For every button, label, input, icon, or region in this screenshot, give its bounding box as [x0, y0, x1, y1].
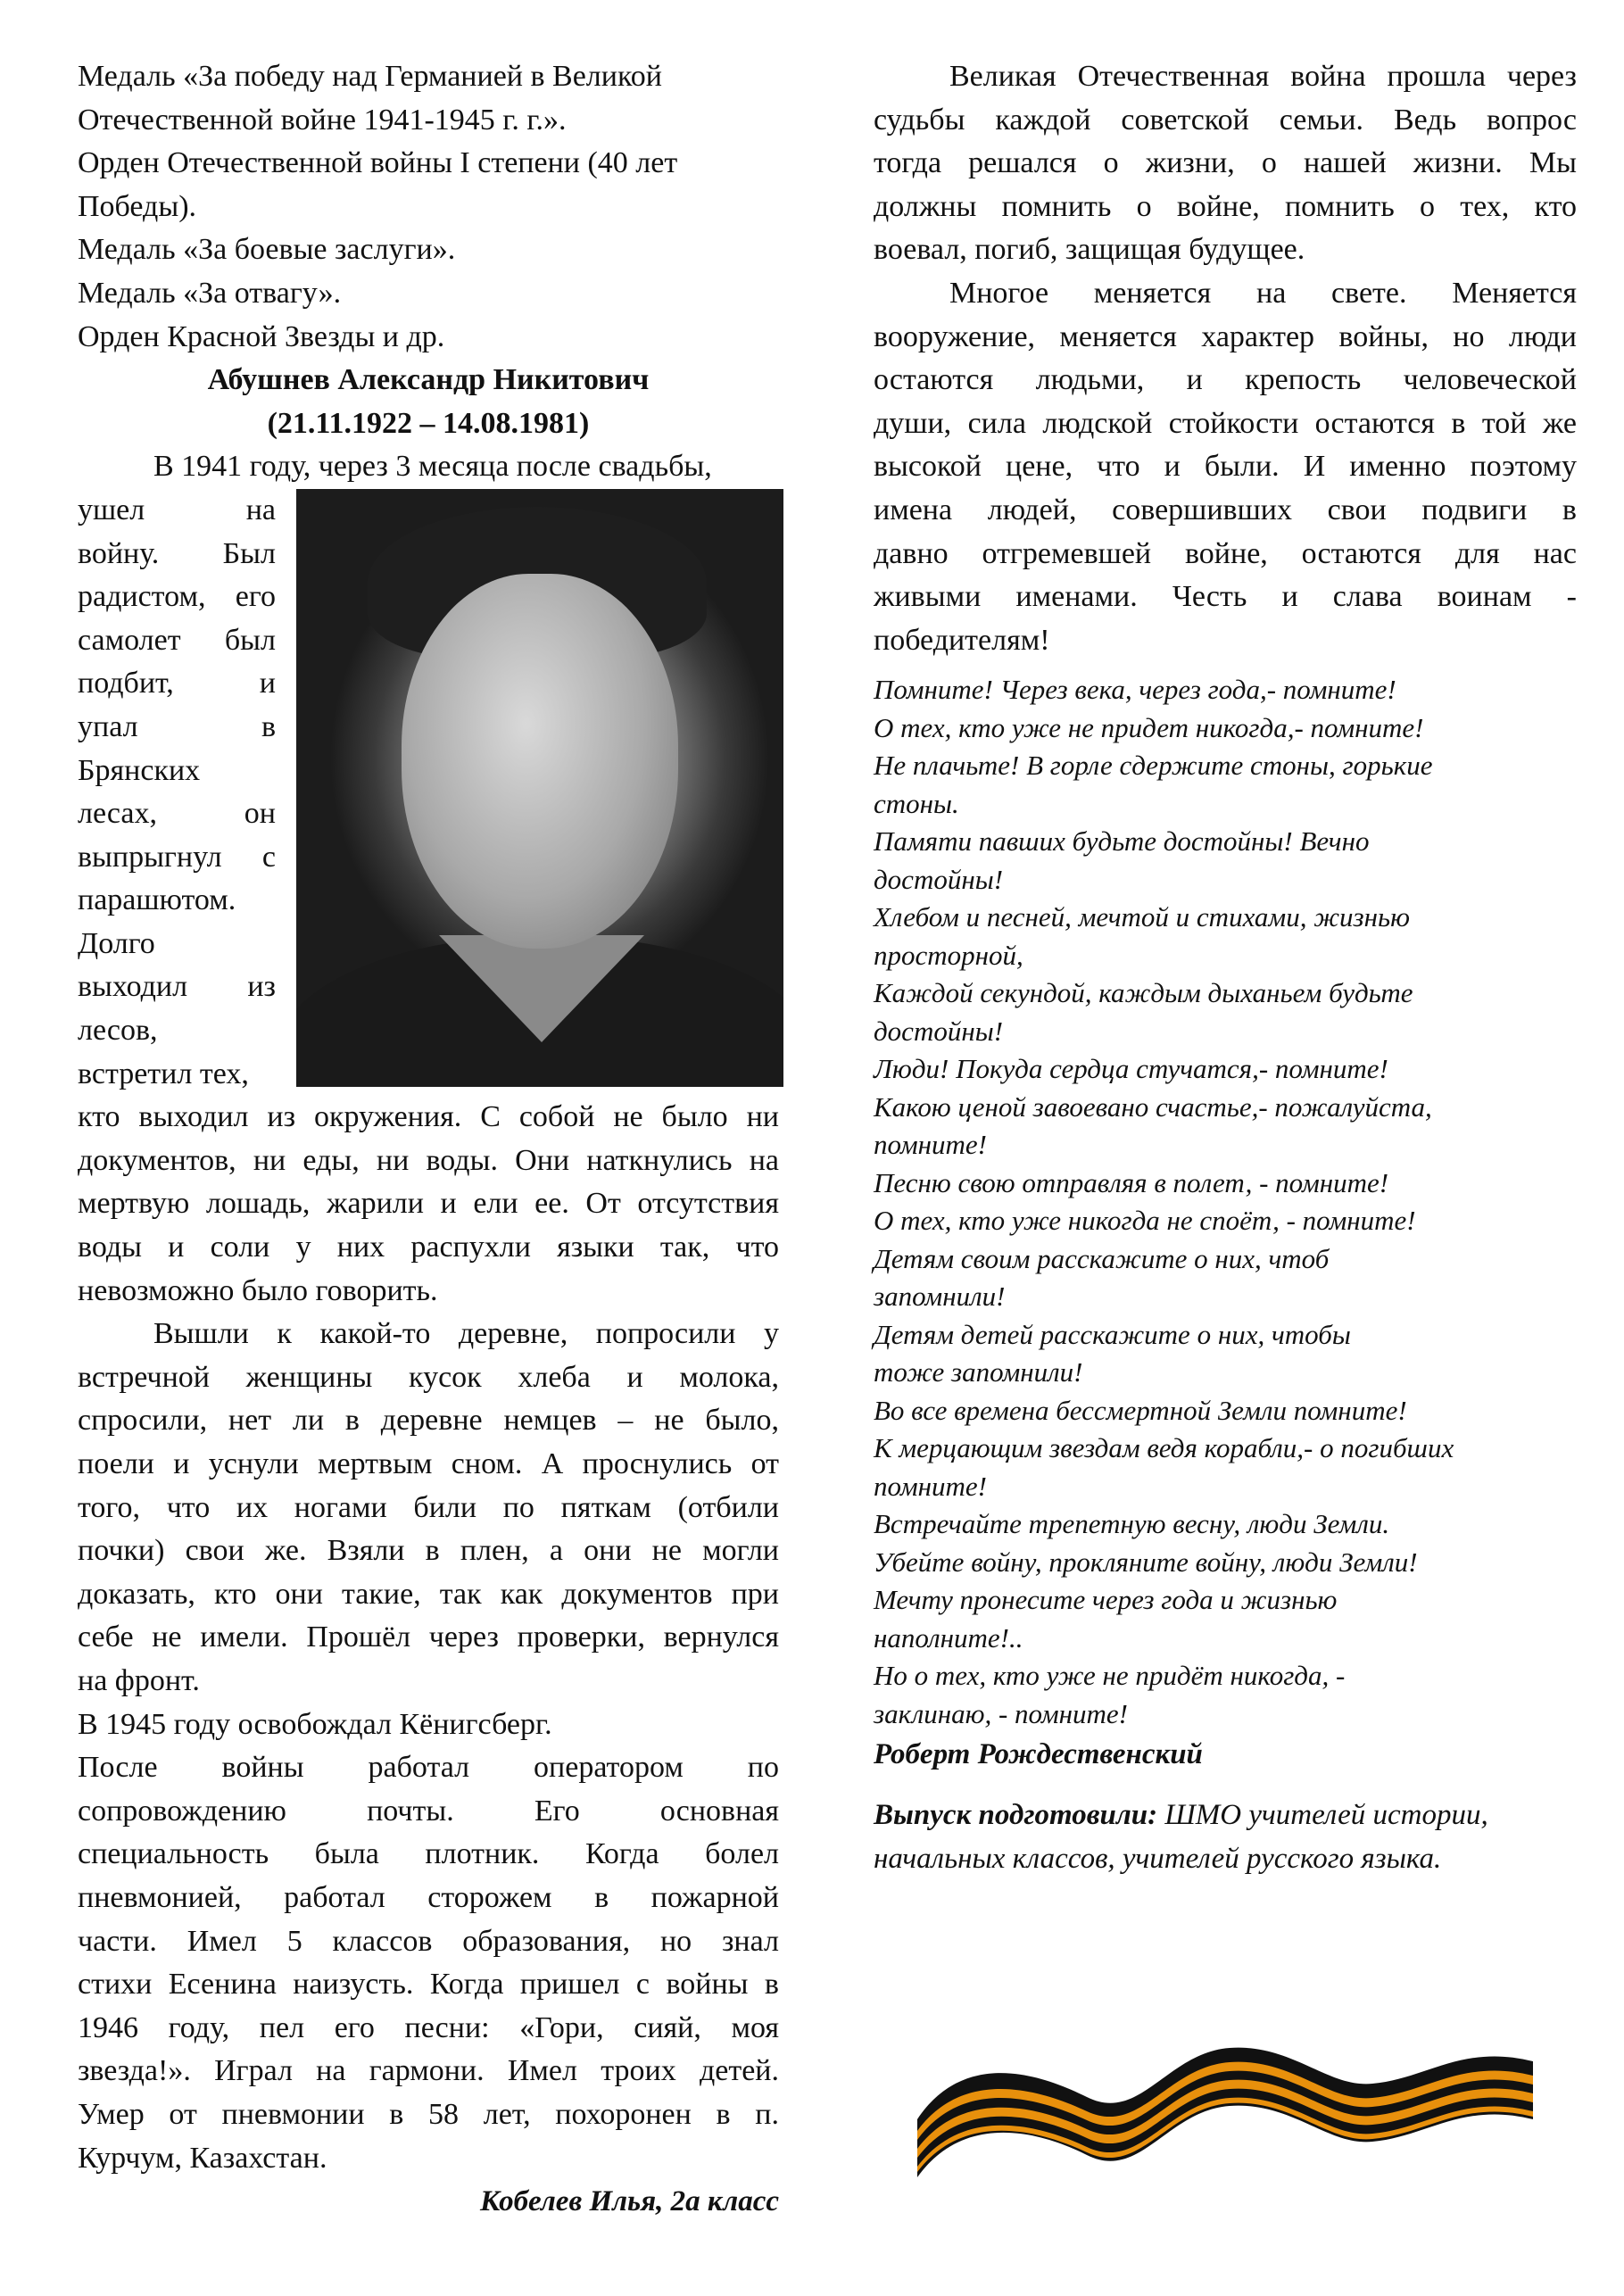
veteran-photo: [296, 489, 783, 1087]
poem-line: О тех, кто уже не придет никогда,- помните!: [874, 711, 1424, 743]
narrow-line: выходил из: [78, 970, 276, 1004]
poem-line: помните!: [874, 1470, 987, 1502]
narrow-line: встретил тех,: [78, 1057, 249, 1090]
narrow-line: радистом, его: [78, 580, 276, 614]
story-line: доказать, кто они такие, так как документов при: [78, 1577, 779, 1611]
reflection-paragraph-2: [874, 272, 1577, 662]
story-line: кто выходил из окружения. С собой не было ни: [78, 1100, 779, 1134]
story-line: мертвую лошадь, жарили и ели ее. От отсутствия: [78, 1187, 779, 1221]
photo-wrap-block: [78, 489, 779, 1096]
reflection-line: высокой цене, что и были. И именно поэтому: [874, 450, 1577, 484]
poem-line: заклинаю, - помните!: [874, 1697, 1128, 1729]
story-line: воды и соли у них распухли языки так, что: [78, 1231, 779, 1264]
story-line: того, что их ногами били по пяткам (отбили: [78, 1490, 779, 1524]
award-line: Отечественной войне 1941-1945 г. г.».: [78, 103, 567, 137]
story-line: себе не имели. Прошёл через проверки, вернулся: [78, 1620, 779, 1654]
story-line: встречной женщины кусок хлеба и молока,: [78, 1360, 779, 1394]
narrow-line: самолет был: [78, 623, 276, 657]
award-line: Медаль «За победу над Германией в Великой: [78, 60, 662, 93]
poem-line: Хлебом и песней, мечтой и стихами, жизнью: [874, 901, 1410, 933]
poem-line: Песню свою отправляя в полет, - помните!: [874, 1166, 1389, 1198]
reflection-line: Великая Отечественная война прошла через: [949, 60, 1577, 93]
story-line: стихи Есенина наизусть. Когда пришел с войны в: [78, 1968, 779, 2002]
poem-author: Роберт Рождественский: [874, 1738, 1203, 1771]
story-line: поели и уснули мертвым сном. А проснулись от: [78, 1447, 779, 1480]
credits-line-2: начальных классов, учителей русского языка.: [874, 1843, 1442, 1876]
narrow-text: [78, 489, 276, 1096]
author-signature: Кобелев Илья, 2а класс: [479, 2185, 779, 2218]
narrow-line: подбит, и: [78, 667, 276, 700]
credits-label: Выпуск подготовили:: [874, 1799, 1158, 1832]
story-line: 1946 году, пел его песни: «Гори, сияй, моя: [78, 2010, 779, 2044]
poem-line: стоны.: [874, 787, 959, 819]
story-paragraph-1: [78, 1096, 779, 1313]
story-line: звезда!». Играл на гармони. Имел троих детей.: [78, 2054, 779, 2088]
right-column: [874, 55, 1577, 1881]
story-line: После войны работал оператором по: [78, 1751, 779, 1785]
poem-line: Убейте войну, прокляните войну, люди Земли!: [874, 1546, 1418, 1578]
story-line: Вышли к какой-то деревне, попросили у: [153, 1317, 779, 1351]
narrow-line: парашютом.: [78, 883, 236, 917]
narrow-line: лесах, он: [78, 797, 276, 831]
narrow-line: лесов,: [78, 1014, 158, 1048]
award-line: Победы).: [78, 189, 197, 223]
poem-line: запомнили!: [874, 1281, 1006, 1313]
reflection-line: имена людей, совершивших свои подвиги в: [874, 493, 1577, 526]
credits-text: ШМО учителей истории,: [1157, 1799, 1488, 1832]
reflection-line: тогда решался о жизни, о нашей жизни. Мы: [874, 146, 1577, 180]
poem-line: наполните!..: [874, 1621, 1023, 1654]
story-line: документов, ни еды, ни воды. Они наткнулись на: [78, 1143, 779, 1177]
narrow-line: упал в: [78, 709, 276, 743]
story-line: на фронт.: [78, 1663, 200, 1697]
award-line: Медаль «За отвагу».: [78, 276, 342, 310]
story-paragraph-2: [78, 1313, 779, 1703]
story-intro: В 1941 году, через 3 месяца после свадьбы,: [153, 450, 712, 484]
veteran-dates: (21.11.1922 – 14.08.1981): [267, 406, 590, 440]
story-line: спросили, нет ли в деревне немцев – не было,: [78, 1404, 779, 1438]
story-line: почки) свои же. Взяли в плен, а они не могли: [78, 1534, 779, 1568]
narrow-line: ушел на: [78, 493, 276, 526]
reflection-paragraph-1: [874, 55, 1577, 272]
award-line: Орден Отечественной войны I степени (40 лет: [78, 146, 678, 180]
story-line: пневмонией, работал сторожем в пожарной: [78, 1880, 779, 1914]
poem: [874, 671, 1577, 1733]
credits: [874, 1794, 1577, 1837]
poem-line: Не плачьте! В горле сдержите стоны, горькие: [874, 750, 1433, 782]
story-line: сопровождению почты. Его основная: [78, 1794, 779, 1828]
poem-line: Люди! Покуда сердца стучатся,- помните!: [874, 1053, 1388, 1085]
poem-line: К мерцающим звездам ведя корабли,- о погибших: [874, 1432, 1454, 1464]
st-george-ribbon: [908, 2035, 1544, 2186]
poem-line: Во все времена бессмертной Земли помните!: [874, 1394, 1407, 1426]
poem-line: Помните! Через века, через года,- помните!: [874, 674, 1396, 706]
poem-line: О тех, кто уже никогда не споёт, - помните!: [874, 1205, 1416, 1237]
poem-line: Какою ценой завоевано счастье,- пожалуйста,: [874, 1090, 1432, 1123]
poem-line: Детям детей расскажите о них, чтобы: [874, 1318, 1351, 1350]
poem-line: Каждой секундой, каждым дыханьем будьте: [874, 977, 1413, 1009]
story-paragraph-4: [78, 1746, 779, 2180]
poem-line: помните!: [874, 1129, 987, 1161]
left-column: [78, 55, 779, 2224]
poem-line: просторной,: [874, 939, 1023, 971]
reflection-line: должны помнить о войне, помнить о тех, кто: [874, 189, 1577, 223]
reflection-line: души, сила людской стойкости остаются в той же: [874, 406, 1577, 440]
poem-line: Встречайте трепетную весну, люди Земли.: [874, 1508, 1390, 1540]
reflection-line: победителям!: [874, 623, 1050, 657]
reflection-line: Многое меняется на свете. Меняется: [949, 276, 1577, 310]
narrow-line: войну. Был: [78, 536, 276, 570]
reflection-line: живыми именами. Честь и слава воинам -: [874, 580, 1577, 614]
poem-line: достойны!: [874, 1015, 1004, 1047]
reflection-line: давно отгремевшей войне, остаются для нас: [874, 536, 1577, 570]
poem-line: тоже запомнили!: [874, 1356, 1083, 1388]
reflection-line: судьбы каждой советской семьи. Ведь вопрос: [874, 103, 1577, 137]
poem-line: Мечту пронесите через года и жизнью: [874, 1584, 1338, 1616]
poem-line: Детям своим расскажите о них, чтоб: [874, 1242, 1330, 1274]
poem-line: Памяти павших будьте достойны! Вечно: [874, 825, 1370, 858]
reflection-line: воевал, погиб, защищая будущее.: [874, 233, 1305, 267]
award-line: Медаль «За боевые заслуги».: [78, 233, 456, 267]
narrow-line: Брянских: [78, 753, 201, 787]
story-line: невозможно было говорить.: [78, 1273, 438, 1307]
awards-list: [78, 55, 779, 359]
poem-line: Но о тех, кто уже не придёт никогда, -: [874, 1660, 1346, 1692]
story-paragraph-3: В 1945 году освобождал Кёнигсберг.: [78, 1707, 552, 1741]
story-line: Курчум, Казахстан.: [78, 2141, 327, 2175]
ribbon-shape: [917, 2048, 1533, 2177]
reflection-line: вооружение, меняется характер войны, но люди: [874, 319, 1577, 353]
veteran-name: Абушнев Александр Никитович: [207, 363, 650, 397]
narrow-line: выпрыгнул с: [78, 840, 276, 874]
award-line: Орден Красной Звезды и др.: [78, 319, 445, 353]
poem-line: достойны!: [874, 863, 1004, 895]
story-line: части. Имел 5 классов образования, но знал: [78, 1924, 779, 1958]
story-line: Умер от пневмонии в 58 лет, похоронен в п.: [78, 2097, 779, 2131]
reflection-line: остаются людьми, и крепость человеческой: [874, 363, 1577, 397]
story-line: специальность была плотник. Когда болел: [78, 1837, 779, 1871]
narrow-line: Долго: [78, 926, 155, 960]
